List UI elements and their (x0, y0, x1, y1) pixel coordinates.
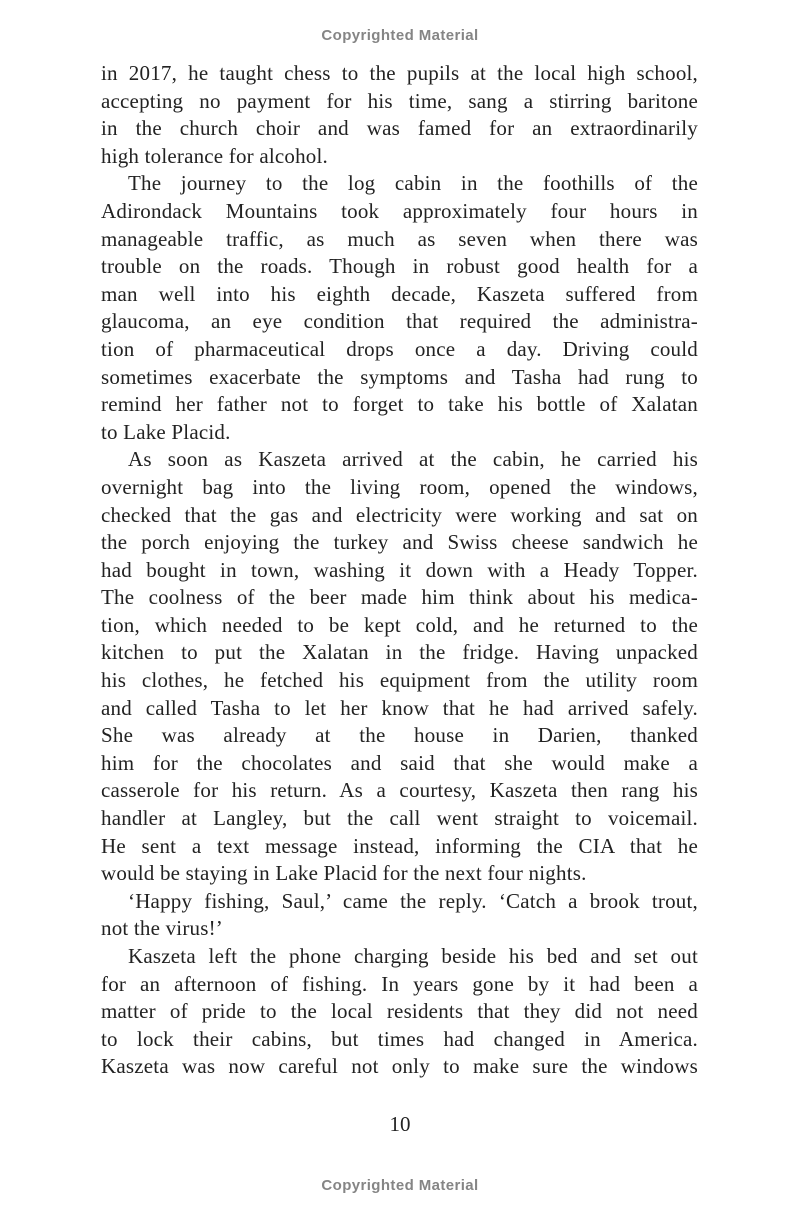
paragraph (101, 943, 698, 1081)
text-line: She was already at the house in Darien, thanked (101, 723, 698, 748)
text-line: overnight bag into the living room, opened the windows, (101, 474, 698, 499)
text-line: man well into his eighth decade, Kaszeta suffered from (101, 281, 698, 306)
text-line: tion of pharmaceutical drops once a day. Driving could (101, 336, 698, 361)
paragraph (101, 446, 698, 888)
paragraph (101, 170, 698, 446)
text-line: Kaszeta was now careful not only to make sure the windows (101, 1054, 698, 1079)
copyright-notice-top: Copyrighted Material (321, 27, 479, 44)
text-line: the porch enjoying the turkey and Swiss cheese sandwich he (101, 530, 698, 555)
text-line: casserole for his return. As a courtesy, Kaszeta then rang his (101, 778, 698, 803)
text-line: would be staying in Lake Placid for the next four nights. (101, 861, 587, 886)
text-line: Adirondack Mountains took approximately four hours in (101, 198, 698, 223)
text-line: to Lake Placid. (101, 419, 231, 444)
text-line: trouble on the roads. Though in robust good health for a (101, 254, 698, 279)
text-line: glaucoma, an eye condition that required the administra- (101, 309, 698, 334)
text-line: sometimes exacerbate the symptoms and Tasha had rung to (101, 364, 698, 389)
text-line: for an afternoon of fishing. In years gone by it had been a (101, 971, 698, 996)
text-line: him for the chocolates and said that she would make a (101, 750, 698, 775)
text-line: remind her father not to forget to take his bottle of Xalatan (101, 392, 698, 417)
text-line: had bought in town, washing it down with a Heady Topper. (101, 557, 698, 582)
text-line: The coolness of the beer made him think about his medica- (101, 585, 698, 610)
text-line: high tolerance for alcohol. (101, 143, 328, 168)
text-line: matter of pride to the local residents that they did not need (101, 999, 698, 1024)
text-line: to lock their cabins, but times had changed in America. (101, 1026, 698, 1051)
text-line: Kaszeta left the phone charging beside his bed and set out (128, 944, 698, 968)
text-line: his clothes, he fetched his equipment from the utility room (101, 668, 698, 693)
text-line: tion, which needed to be kept cold, and he returned to the (101, 612, 698, 637)
text-line: and called Tasha to let her know that he had arrived safely. (101, 695, 698, 720)
page-number: 10 (389, 1112, 411, 1136)
paragraph (101, 60, 698, 170)
text-line: in the church choir and was famed for an extraordinarily (101, 116, 698, 141)
text-line: He sent a text message instead, informing the CIA that he (101, 833, 698, 858)
text-line: ‘Happy fishing, Saul,’ came the reply. ‘Catch a brook trout, (128, 888, 698, 913)
text-line: handler at Langley, but the call went straight to voicemail. (101, 806, 698, 831)
text-line: accepting no payment for his time, sang a stirring baritone (101, 88, 698, 113)
paragraph (101, 888, 698, 943)
text-line: kitchen to put the Xalatan in the fridge. Having unpacked (101, 640, 698, 665)
text-block (101, 60, 698, 1081)
text-line: The journey to the log cabin in the foothills of the (128, 171, 698, 196)
text-line: manageable traffic, as much as seven when there was (101, 226, 698, 251)
text-line: As soon as Kaszeta arrived at the cabin, he carried his (128, 447, 698, 472)
text-line: not the virus!’ (101, 916, 223, 941)
copyright-notice-bottom: Copyrighted Material (321, 1177, 479, 1194)
text-line: in 2017, he taught chess to the pupils at the local high school, (101, 61, 698, 85)
text-line: checked that the gas and electricity were working and sat on (101, 502, 698, 527)
